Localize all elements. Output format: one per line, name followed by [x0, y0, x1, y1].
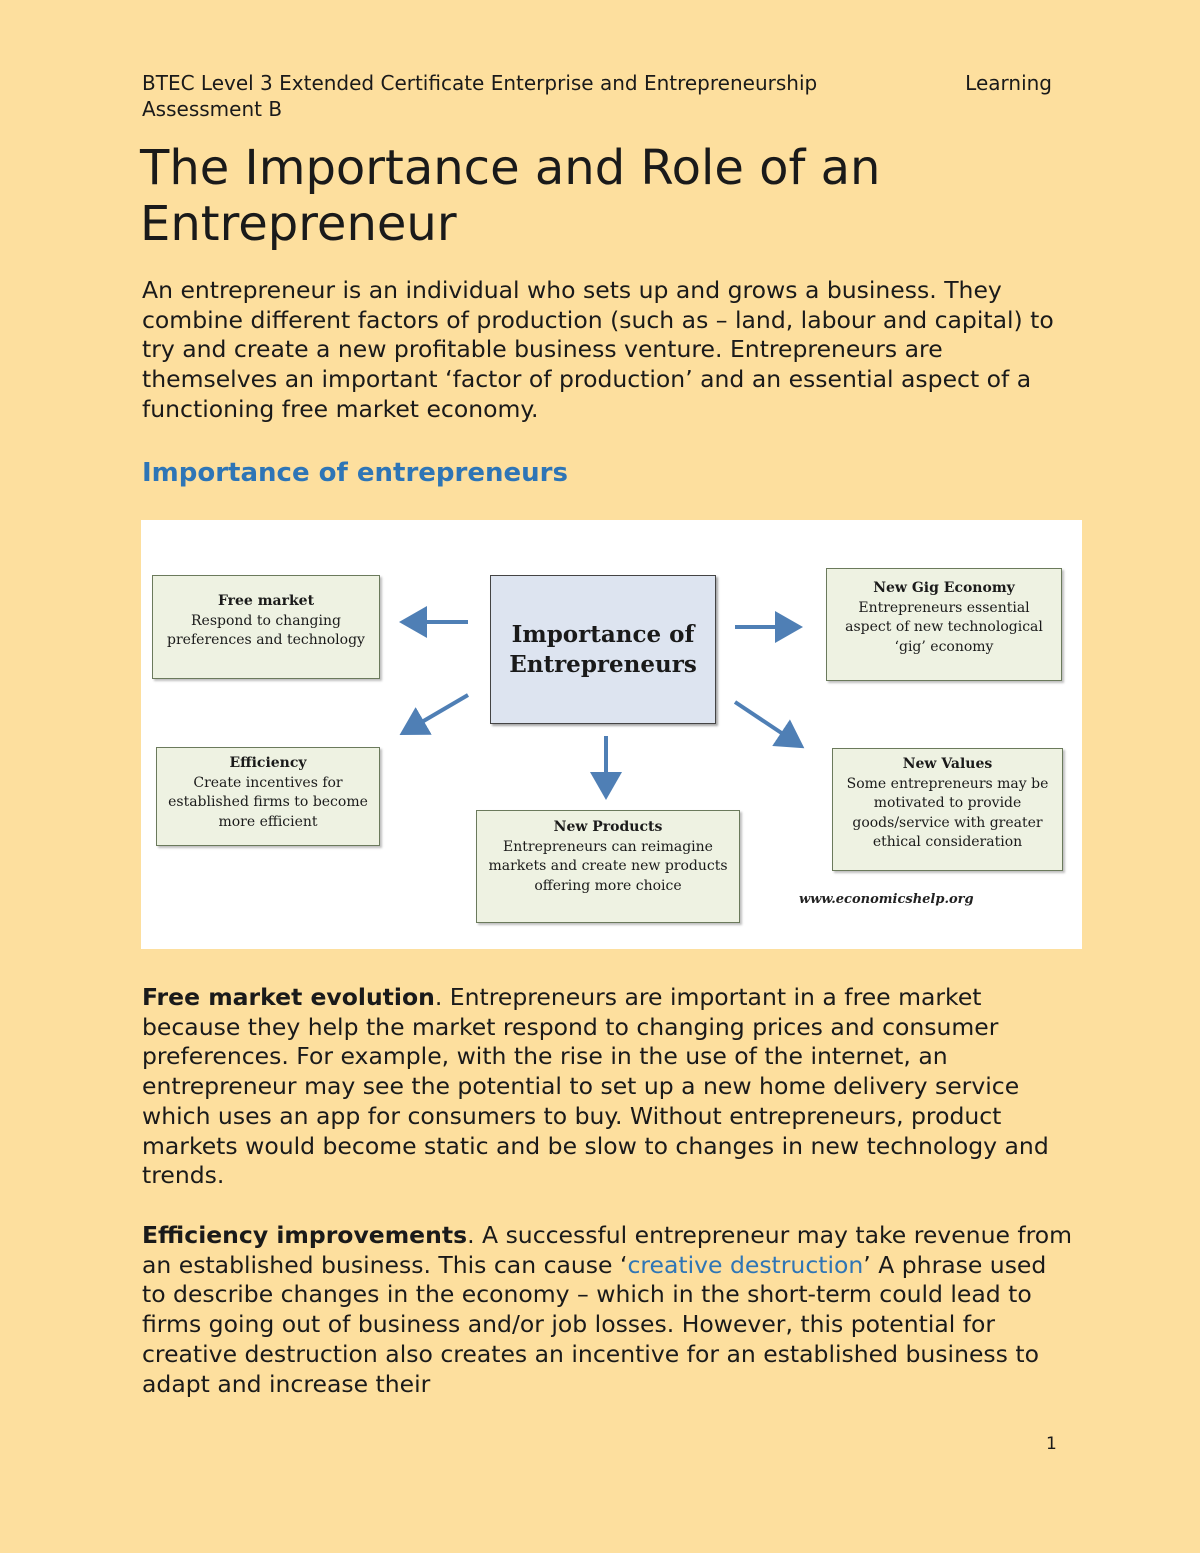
gig-economy-box	[826, 568, 1062, 681]
efficiency-lead: Efficiency improvements	[142, 1221, 468, 1249]
efficiency-box	[156, 747, 380, 846]
section-heading: Importance of entrepreneurs	[142, 458, 568, 488]
header-course: BTEC Level 3 Extended Certificate Enterprise and Entrepreneurship	[142, 71, 818, 95]
gig-title: New Gig Economy	[873, 580, 1015, 596]
free-market-box	[152, 575, 380, 679]
new-products-box	[476, 810, 740, 923]
new-values-box	[832, 748, 1063, 871]
free-market-text: . Entrepreneurs are important in a free market because they help the market respond to changing prices and consumer preferences. For example, with the rise in the use of the internet, an entrepreneur may see the potential to set up a new home delivery service which uses an app for consumers to buy. Without entrepreneurs, product markets would become static and be slow to changes in new technology and trends.	[142, 983, 1049, 1190]
center-box	[490, 575, 716, 724]
intro-paragraph: An entrepreneur is an individual who sets up and grows a business. They combine different factors of production (such as – land, labour and capital) to try and create a new profitable business venture. Entrepreneurs are themselves an important ‘factor of production’ and an essential aspect of a functioning free market economy.	[142, 276, 1054, 423]
running-header	[142, 70, 1052, 122]
free-market-title: Free market	[217, 593, 315, 609]
header-right: Learning	[965, 71, 1052, 95]
efficiency-text-1: . A successful entrepreneur may take revenue from an established business. This can cause ‘	[142, 1221, 1073, 1279]
center-line-2: Entrepreneurs	[509, 650, 697, 678]
header-assessment: Assessment B	[142, 97, 283, 121]
efficiency-paragraph	[142, 1221, 1077, 1399]
efficiency-body: Create incentives for established firms to become more efficient	[168, 774, 368, 830]
free-market-body: Respond to changing preferences and technology	[167, 612, 365, 648]
page-title: The Importance and Role of an Entrepreneur	[140, 140, 881, 252]
page-number: 1	[1046, 1434, 1057, 1454]
gig-body: Entrepreneurs essential aspect of new technological ‘gig’ economy	[845, 599, 1043, 655]
efficiency-title: Efficiency	[229, 755, 307, 771]
efficiency-text-2: ’ A phrase used to describe changes in the economy – which in the short-term could lead to firms going out of business and/or job losses. However, this potential for creative destruction also creates an incentive for an established business to adapt and increase their	[142, 1250, 1047, 1398]
importance-diagram	[141, 520, 1082, 949]
diagram-credit: www.economicshelp.org	[799, 892, 974, 907]
free-market-lead: Free market evolution	[142, 983, 435, 1011]
free-market-paragraph	[142, 983, 1077, 1191]
arrow-to-new-values	[735, 702, 801, 746]
arrow-to-efficiency	[403, 695, 468, 733]
center-line-1: Importance of	[511, 620, 695, 648]
creative-destruction-link[interactable]: creative destruction	[627, 1250, 864, 1279]
products-body: Entrepreneurs can reimagine markets and create new products offering more choice	[488, 838, 728, 894]
values-body: Some entrepreneurs may be motivated to provide goods/service with greater ethical consideration	[846, 775, 1049, 850]
products-title: New Products	[553, 819, 663, 835]
values-title: New Values	[902, 756, 993, 772]
